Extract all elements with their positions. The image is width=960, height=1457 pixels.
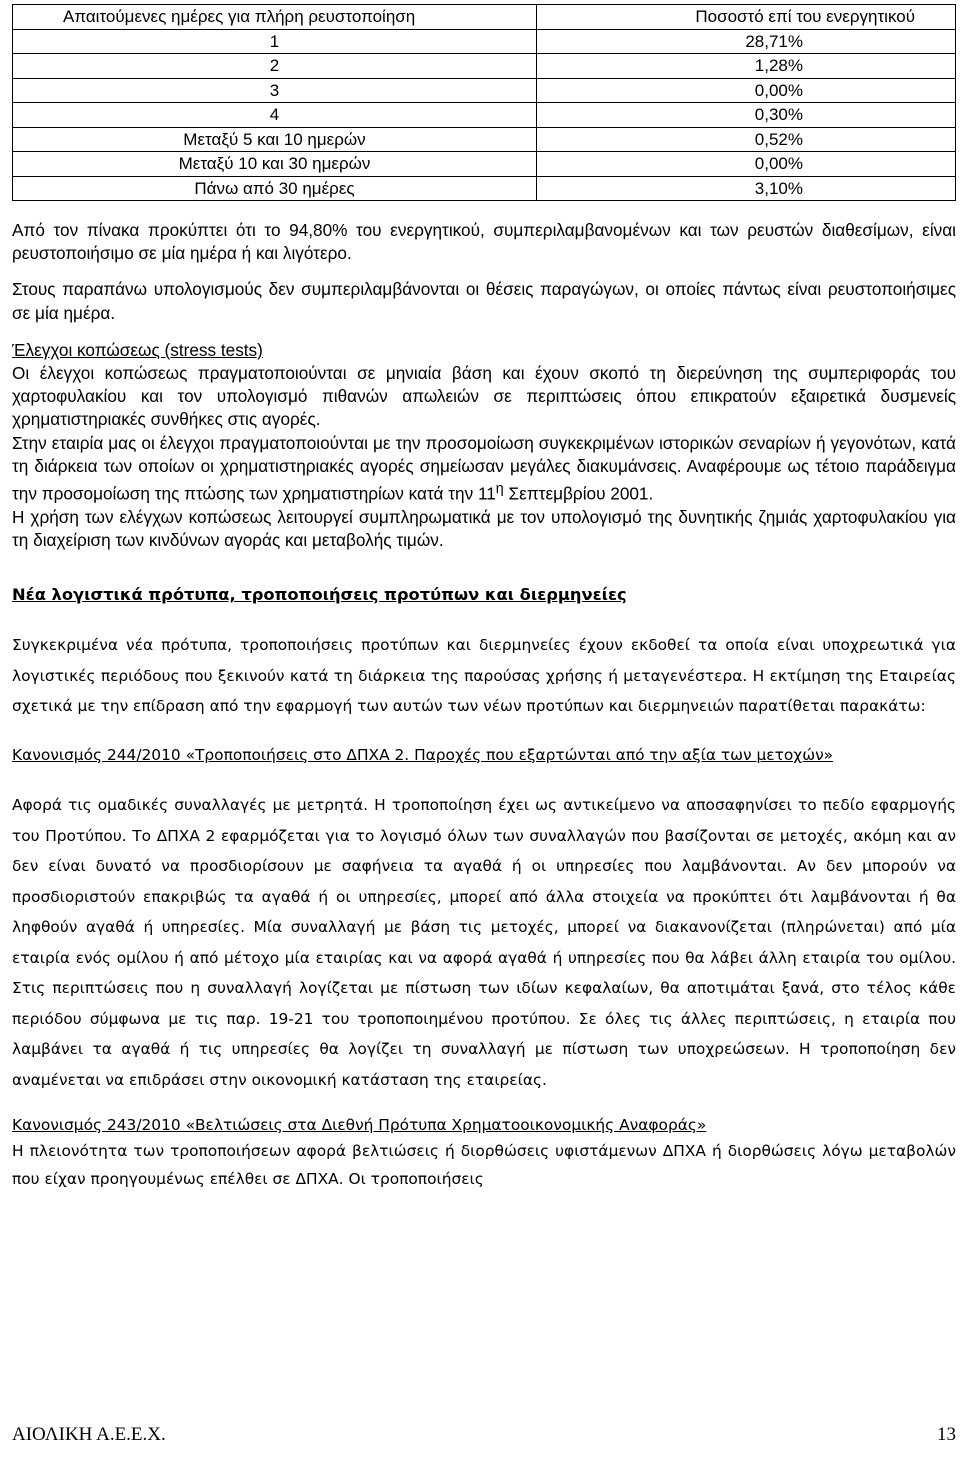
stress-tests-paragraph-1: Οι έλεγχοι κοπώσεως πραγματοποιούνται σε μηνιαία βάση και έχουν σκοπό τη διερεύνηση της συμπεριφοράς του χαρτοφυλακίου και τον υπολογισμό πιθανών απωλειών σε περιπτώσεις όπου επικρατούν εξαιρετικά δυσμενείς χρηματιστηριακές συνθήκες στις αγορές. bbox=[12, 363, 956, 430]
row-days: 1 bbox=[13, 29, 537, 54]
stress-p2-end: Σεπτεμβρίου 2001. bbox=[503, 483, 654, 504]
row-days: 3 bbox=[13, 78, 537, 103]
table-row bbox=[13, 78, 956, 103]
page-footer bbox=[12, 1424, 956, 1446]
row-percentage: 28,71% bbox=[537, 29, 956, 54]
table-header-row bbox=[13, 5, 956, 30]
regulation-244-title: Κανονισμός 244/2010 «Τροποποιήσεις στο ΔΠΧΑ 2. Παροχές που εξαρτώνται από την αξία των μετοχών» bbox=[12, 745, 834, 764]
regulation-244-body: Αφορά τις ομαδικές συναλλαγές με μετρητά. Η τροποποίηση έχει ως αντικείμενο να αποσαφηνίσει το πεδίο εφαρμογής του Προτύπου. Το ΔΠΧΑ 2 εφαρμόζεται για το λογισμό όλων των συναλλαγών που βασίζονται σε μετοχές, ακόμη και αν δεν είναι δυνατό να προσδιορίσουν με σαφήνεια τα αγαθά ή οι υπηρεσίες που λαμβάνονται. Αν δεν μπορούν να προσδιοριστούν επακριβώς τα αγαθά ή οι υπηρεσίες, μπορεί από άλλα στοιχεία να προκύπτει ότι λαμβάνονται ή θα ληφθούν αγαθά ή υπηρεσίες. Μία συναλλαγή με βάση τις μετοχές, μπορεί να διακανονίζεται (πληρώνεται) από μία εταιρία ενός ομίλου ή από μέτοχο μία εταιρίας και να αφορά αγαθά ή υπηρεσίες που θα λάβει άλλη εταιρία του ομίλου. Στις περιπτώσεις που η συναλλαγή λογίζεται με πίστωση των ιδίων κεφαλαίων, θα αποτιμάται ξανά, στο τέλος κάθε περιόδου σύμφωνα με τις παρ. 19-21 του τροποποιημένου προτύπου. Σε όλες τις άλλες περιπτώσεις, η εταιρία που λαμβάνει τα αγαθά ή τις υπηρεσίες θα λογίζει τη συναλλαγή με πίστωση των υποχρεώσεων. Η τροποποίηση δεν αναμένεται να επιδράσει στην οικονομική κατάσταση της εταιρείας. bbox=[12, 796, 956, 1089]
row-percentage: 0,52% bbox=[537, 127, 956, 152]
derivatives-note: Στους παραπάνω υπολογισμούς δεν συμπεριλαμβάνονται οι θέσεις παραγώγων, οι οποίες πάντως είναι ρευστοποιήσιμες σε μία ημέρα. bbox=[12, 279, 956, 323]
row-days: Πάνω από 30 ημέρες bbox=[13, 176, 537, 201]
header-percentage: Ποσοστό επί του ενεργητικού bbox=[537, 5, 956, 30]
row-percentage: 3,10% bbox=[537, 176, 956, 201]
row-days: 2 bbox=[13, 54, 537, 79]
row-days: Μεταξύ 10 και 30 ημερών bbox=[13, 152, 537, 177]
stress-tests-section bbox=[12, 339, 956, 553]
superscript: η bbox=[495, 481, 504, 498]
row-percentage: 0,00% bbox=[537, 152, 956, 177]
row-percentage: 0,00% bbox=[537, 78, 956, 103]
header-days: Απαιτούμενες ημέρες για πλήρη ρευστοποίηση bbox=[13, 5, 537, 30]
row-percentage: 1,28% bbox=[537, 54, 956, 79]
liquidity-summary: Από τον πίνακα προκύπτει ότι το 94,80% του ενεργητικού, συμπεριλαμβανομένων και των ρευστών διαθεσίμων, είναι ρευστοποιήσιμο σε μία ημέρα ή και λιγότερο. bbox=[12, 220, 956, 264]
table-row bbox=[13, 176, 956, 201]
row-days: Μεταξύ 5 και 10 ημερών bbox=[13, 127, 537, 152]
footer-company: ΑΙΟΛΙΚΗ Α.Ε.Ε.Χ. bbox=[12, 1424, 166, 1445]
stress-tests-heading: Έλεγχοι κοπώσεως (stress tests) bbox=[12, 339, 263, 360]
regulation-243-title: Κανονισμός 243/2010 «Βελτιώσεις στα Διεθνή Πρότυπα Χρηματοοικονομικής Αναφοράς» bbox=[12, 1116, 707, 1135]
stress-tests-paragraph-2 bbox=[12, 432, 956, 506]
table-row bbox=[13, 127, 956, 152]
table-row bbox=[13, 103, 956, 128]
row-percentage: 0,30% bbox=[537, 103, 956, 128]
stress-p2-text: Στην εταιρία μας οι έλεγχοι πραγματοποιούνται με την προσομοίωση συγκεκριμένων ιστορικών σεναρίων ή γεγονότων, κατά τη διάρκεια των οποίων οι χρηματιστηριακές αγορές σημείωσαν μεγάλες διακυμάνσεις. Αναφέρουμε ως τέτοιο παράδειγμα την προσομοίωση της πτώσης των χρηματιστηρίων κατά την 11 bbox=[12, 432, 956, 504]
table-row bbox=[13, 29, 956, 54]
table-row bbox=[13, 152, 956, 177]
page-number: 13 bbox=[937, 1424, 956, 1445]
document-page bbox=[12, 4, 956, 1193]
liquidity-table bbox=[12, 4, 956, 201]
row-days: 4 bbox=[13, 103, 537, 128]
regulation-243-body: Η πλειονότητα των τροποποιήσεων αφορά βελτιώσεις ή διορθώσεις υφιστάμενων ΔΠΧΑ ή διορθώσεις λόγω μεταβολών που είχαν προηγουμένως επέλθει σε ΔΠΧΑ. Οι τροποποιήσεις bbox=[12, 1142, 956, 1188]
section-title: Νέα λογιστικά πρότυπα, τροποποιήσεις προτύπων και διερμηνείες bbox=[12, 585, 627, 605]
stress-tests-paragraph-3: Η χρήση των ελέγχων κοπώσεως λειτουργεί συμπληρωματικά με τον υπολογισμό της δυνητικής ζημιάς χαρτοφυλακίου για τη διαχείριση των κινδύνων αγοράς και μεταβολής τιμών. bbox=[12, 506, 956, 551]
table-row bbox=[13, 54, 956, 79]
standards-intro: Συγκεκριμένα νέα πρότυπα, τροποποιήσεις προτύπων και διερμηνείες έχουν εκδοθεί τα οποία είναι υποχρεωτικά για λογιστικές περιόδους που ξεκινούν κατά τη διάρκεια της παρούσας χρήσης ή μεταγενέστερα. Η εκτίμηση της Εταιρείας σχετικά με την επίδραση από την εφαρμογή των αυτών των νέων προτύπων και διερμηνειών παρατίθεται παρακάτω: bbox=[12, 636, 956, 716]
